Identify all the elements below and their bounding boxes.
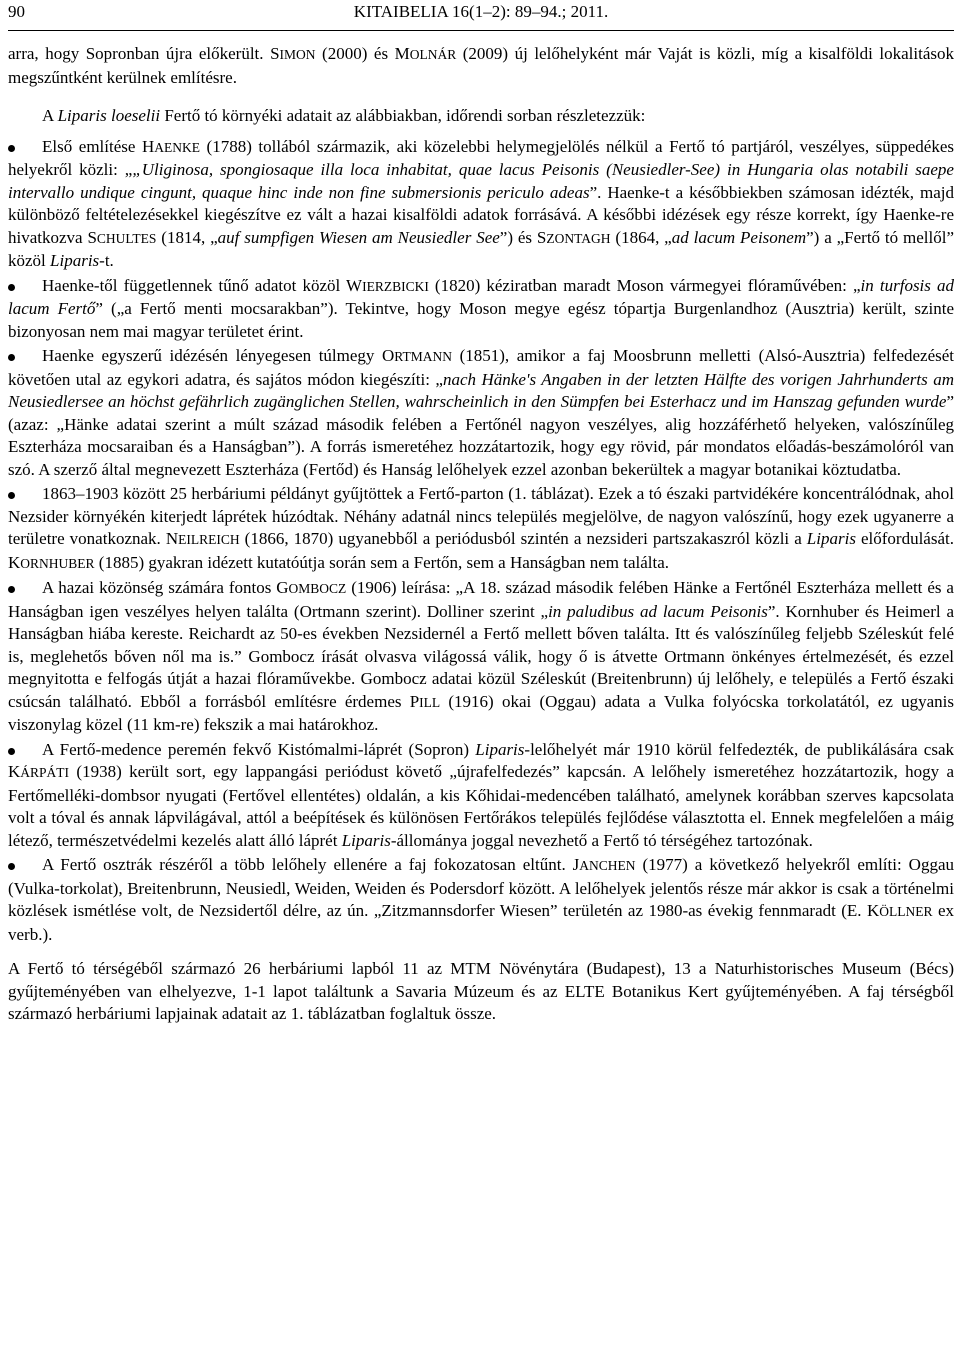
text-run: (1938) került sort, egy lappangási periódust követő „újrafelfedezés” kapcsán. A lelőhely ismeretéhez hozzátartozik, hogy a Fertőmelléki-dombsor nyugati (Fertővel ellentétes) oldalán, a kis Kőhidai-medencében található, amelynek korábban szerves kapcsolata volt a tóval és annak lápvilágával, attól a beépítések és különösen Fertőrákos település fejlődése választotta el. Ennek megfelelően a máig létező, természetvédelmi kezelés alatt álló láprét [8,762,954,850]
author-name-smallcaps: ORNHUBER [20,555,95,571]
list-item [8,483,954,575]
list-item-text [8,578,954,734]
text-run: (1906) leírása: „A 18. század második felében Hänke a Fertőnél Eszterháza mellett és a Hanságban igen veszélyes helyen találta (Ortmann szerint). Dolliner szerint „ [8,578,954,621]
closing-paragraph [8,958,954,1026]
text-run: (1864, „ [610,227,672,247]
list-item-text [8,740,954,850]
list-item [8,577,954,737]
text-run: A [42,106,58,125]
text-run: ”) a „Fertő tó mellől” közöl [8,227,954,270]
italic-text: Liparis [50,251,100,270]
author-name-smallcaps: ZONTAGH [546,230,611,246]
author-name-smallcaps: EILREICH [178,532,240,547]
author-name-smallcaps: OMBOCZ [288,581,347,596]
author-name-smallcaps: CHULTES [96,230,157,246]
bullet-icon [8,145,15,152]
record-list [8,136,954,947]
author-name-smallcaps: OLNÁR [409,47,457,62]
author-name-smallcaps: IMON [279,47,316,62]
list-item [8,854,954,946]
text-run: -állománya joggal nevezhető a Fertő tó térségéhez tartozónak. [390,830,813,850]
text-run: ”. Kornhuber és Heimerl a Hanságban hiába kereste. Reichardt az 50-es években Nezsidernél a Fertő mellett bőven találta. Itt és valószínűleg feljebb Széleskút felé is, meglehetős bőven nől ma is.” Gombocz írását olvasva világossá válik, hogy ő is átvette Ortmann önkényes értelmezését, és ezzel megnyitotta e felfogás útját a hazai flóraművekbe. Gombocz adatai közül Széleskút (Breitenbrunn) új lelőhely, e település a Fertő északi csúcsán található. Ebből a forrásból említésre érdemes P [8,601,954,711]
author-name-smallcaps: ÖLLNER [879,904,933,919]
text-run: Haenke-től függetlennek tűnő adatot közöl W [42,275,363,295]
author-name-smallcaps: AENKE [154,139,200,155]
bullet-icon [8,354,15,361]
italic-text: „Uliginosa, spongiosaque illa loca inhabitat, quae lacus Peisonis (Neusiedler-See) in Hungaria olas notabili saepe intervallo undique cingunt, quaque hinc inde non fine submersionis periculo adeas [8,160,954,202]
italic-text: in turfosis ad lacum Fertő [8,275,955,318]
italic-text: Liparis [475,739,525,759]
text-run: -lelőhelyét már 1910 körül felfedezték, de publikálására csak K [8,739,954,781]
text-run: (1851), amikor a faj Moosbrunn melletti (Alsó-Ausztria) felfedezését követően utal az egykori adatra, és sajátos módon kiegészíti: „ [8,346,955,389]
bullet-icon [8,492,15,499]
bullet-icon [8,284,15,291]
intro-paragraph [8,43,954,89]
journal-citation: KITAIBELIA 16(1–2): 89–94.; 2011. [353,2,609,21]
list-item [8,739,954,853]
italic-text: nach Hänke's Angaben in der letzten Hälfte des vorigen Jahrhunderts am Neusiedlersee an höchst gefährlich zugänglichen Stellen, wahrscheinlich in den Sümpfen bei Esterhacz und im Hanszag gefunden wurde [8,369,954,411]
text-run: (2009) új lelőhelyként már Vaját is közli, míg a kisalföldi lokalitások megszűntként kerülnek említésre. [8,44,955,87]
author-name-smallcaps: ANCHEN [579,858,636,873]
text-run: ”. Haenke-t a későbbiekben számosan idézték, majd különböző feltételezésekkel kiegészítve ez vált a hazai kisalföldi adatok forrásává. A későbbi idézések egy része korrekt, így Haenke-re hivatkozva S [8,182,955,247]
italic-text: Liparis loeselii [57,106,161,125]
text-run: A Fertő osztrák részéről a több lelőhely ellenére a faj fokozatosan eltűnt. J [42,855,580,874]
text-run: (1916) okai (Oggau) adata a Vulka folyócska torkolatától, ez ugyanis viszonylag közel (11 km-re) fekszik a mai határokhoz. [8,691,954,734]
bullet-icon [8,748,15,755]
text-run: -t. [99,251,114,270]
text-run: ” („a Fertő menti mocsarakban”). Tekintve, hogy Moson megye egész tópartja Burgenlandhoz (Ausztria) került, szinte bizonyosan nem mai magyar területet érint. [8,299,954,341]
italic-text: in paludibus ad lacum Peisonis [548,601,768,621]
list-item [8,136,954,273]
text-run: (1885) gyakran idézett kutatóútja során sem a Fertőn, sem a Hanságban nem találta. [94,552,670,572]
list-item-text [8,346,954,479]
text-run: A hazai közönség számára fontos G [42,578,289,597]
text-run: (1866, 1870) ugyanebből a periódusból szintén a nezsideri partszakaszról közli a [239,529,807,548]
italic-text: Liparis [806,529,856,548]
list-item-text [8,855,954,944]
list-item [8,345,954,481]
text-run: Haenke egyszerű idézésén lényegesen túlmegy O [42,346,395,365]
lead-paragraph [8,105,954,128]
running-header [8,0,954,31]
author-name-smallcaps: RTMANN [394,349,452,364]
page-number: 90 [8,2,25,21]
italic-text: ad lacum Peisonem [671,227,807,247]
italic-text: auf sumpfigen Wiesen am Neusiedler See [217,227,500,247]
text-run: ” (azaz: „Hänke adatai szerint a múlt század második felében a Fertőnél nagyon veszélyes, alig hozzáférhető helyeken, valószínűleg Eszterháza mocsaraiban és a Hanságban”). A forrás ismeretéhez hozzátartozik, hogy egy rövid, pár mondatos előadás-beszámolóról van szó. A szerző által megnevezett Eszterháza (Fertőd) és Hanság lelőhelyek ezzel azonban bekerültek a magyar botanikai köztudatba. [8,392,954,479]
text-run: (2000) és M [315,44,410,63]
text-run: S [270,44,280,63]
author-name-smallcaps: ILL [419,694,441,710]
text-run: előfordulását. K [8,529,954,572]
text-run: Első említése H [42,136,155,156]
text-run: arra, hogy Sopronban újra előkerült. [8,44,271,63]
italic-text: Liparis [341,830,391,850]
list-item-text [8,276,954,341]
text-run: Fertő tó környéki adatait az alábbiakban, időrendi sorban részletezzük: [160,106,646,125]
text-run: A Fertő tó térségéből származó 26 herbáriumi lapból 11 az MTM Növénytára (Budapest), 13 a Naturhistorisches Museum (Bécs) gyűjteményében van elhelyezve, 1-1 lapot találtunk a Savaria Múzeum és az ELTE Botanikus Kert gyűjteményében. A faj térségből származó herbáriumi lapjainak adatait az 1. táblázatban foglaltuk össze. [8,959,954,1023]
list-item-text [8,484,954,572]
author-name-smallcaps: IERZBICKI [362,278,429,294]
text-run: ex verb.). [8,901,954,944]
text-run: 1863–1903 között 25 herbáriumi példányt gyűjtöttek a Fertő-parton (1. táblázat). Ezek a tó északi partvidékére koncentrálódnak, ahol Nezsider környékén kiterjedt láprétek húzódtak. Néhány adatnál nincs település megjelölve, de nagyon valószínű, hogy ezek ugyanerre a területre vonatkoznak. N [8,484,954,548]
bullet-icon [8,586,15,593]
list-item [8,275,954,344]
text-run: (1788) tollából származik, aki közelebbi helymegjelölés nélkül a Fertő tó partjáról, veszélyes, süppedékes helyekről közli: „ [8,136,954,179]
text-run: (1814, „ [156,227,218,247]
article-page [8,0,954,1026]
text-run: ”) és S [499,227,547,247]
bullet-icon [8,863,15,870]
author-name-smallcaps: ÁRPÁTI [20,765,70,780]
text-run: A Fertő-medence peremén fekvő Kistómalmi-láprét (Sopron) [42,739,476,759]
text-run: (1820) kéziratban maradt Moson vármegyei flóraművében: „ [428,275,861,295]
text-run: (1977) a következő helyekről említi: Oggau (Vulka-torkolat), Breitenbrunn, Neusiedl, Weiden, Weiden és Podersdorf között. A lelőhelyek jelentős része már akkor is csak a történelmi közlések ismétlése volt, de Nezsidertől délre, az ún. „Zitzmannsdorfer Wiesen” területén az 1980-as évekig fennmaradt (E. K [8,855,954,920]
list-item-text [8,137,954,271]
